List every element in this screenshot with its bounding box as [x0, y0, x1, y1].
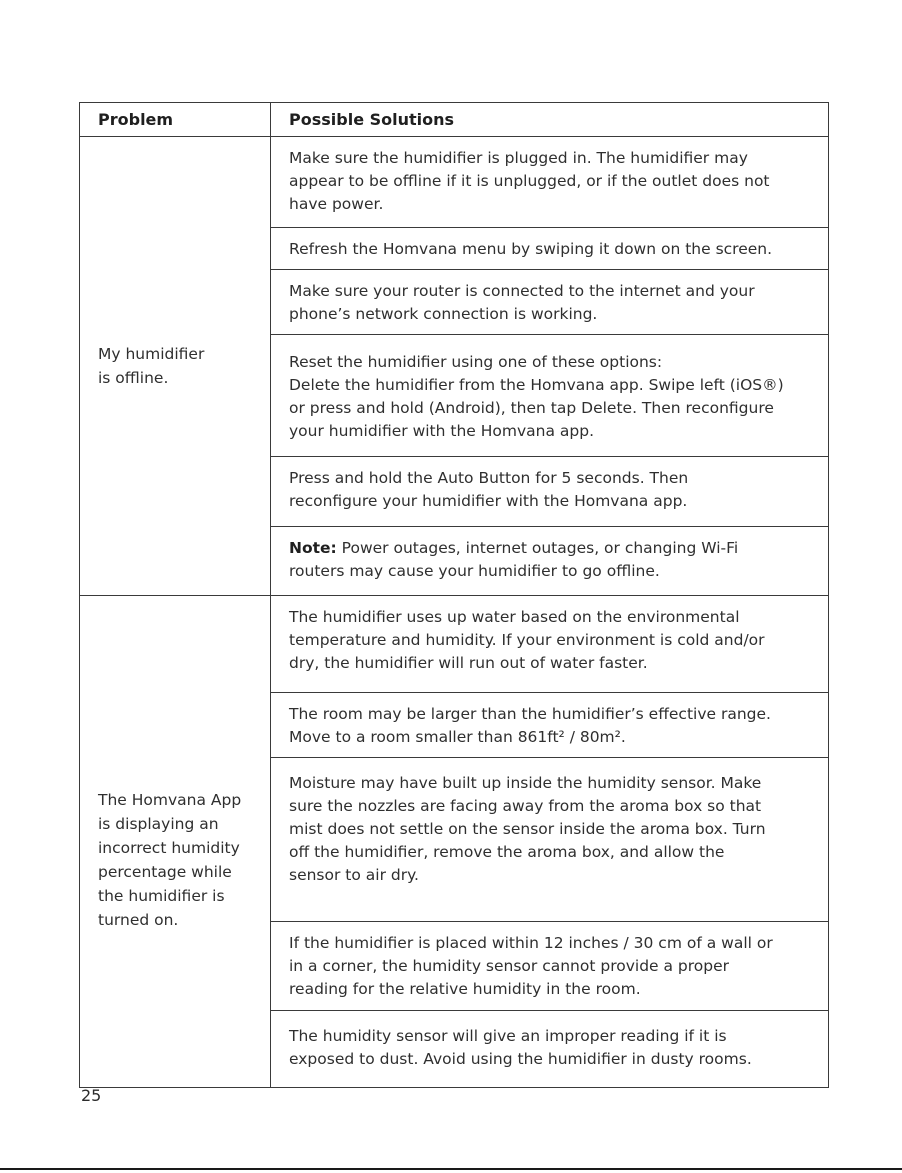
problem-text-line: My humidifier — [98, 345, 205, 363]
solution-text-line: exposed to dust. Avoid using the humidifier in dusty rooms. — [289, 1050, 752, 1068]
solution-text-line: Make sure the humidifier is plugged in. The humidifier may — [289, 149, 748, 167]
problem-text-line: The Homvana App — [98, 791, 242, 809]
solution-text-line: Move to a room smaller than 861ft² / 80m². — [289, 728, 626, 746]
solution-text-line: Delete the humidifier from the Homvana app. Swipe left (iOS®) — [289, 376, 784, 394]
solution-cell — [271, 137, 829, 228]
header-problem: Problem — [80, 103, 271, 137]
solution-text-line: If the humidifier is placed within 12 inches / 30 cm of a wall or — [289, 934, 773, 952]
solution-text-line: your humidifier with the Homvana app. — [289, 422, 595, 440]
solution-cell — [271, 457, 829, 527]
solution-text-line: temperature and humidity. If your environment is cold and/or — [289, 631, 765, 649]
problem-text-line: is displaying an — [98, 815, 219, 833]
solution-text-line: The room may be larger than the humidifier’s effective range. — [289, 705, 771, 723]
table-row — [80, 137, 829, 228]
solution-text-line: reading for the relative humidity in the room. — [289, 980, 641, 998]
solution-text-line: Refresh the Homvana menu by swiping it down on the screen. — [289, 240, 773, 258]
solution-text-line: or press and hold (Android), then tap Delete. Then reconfigure — [289, 399, 774, 417]
solution-text-line: dry, the humidifier will run out of water faster. — [289, 654, 648, 672]
problem-text-line: incorrect humidity — [98, 839, 240, 857]
solution-cell — [271, 596, 829, 693]
solution-text-line: appear to be offline if it is unplugged, or if the outlet does not — [289, 172, 770, 190]
troubleshooting-table — [79, 102, 829, 1088]
solution-cell — [271, 228, 829, 270]
solution-text-line: routers may cause your humidifier to go offline. — [289, 562, 660, 580]
solution-cell — [271, 922, 829, 1011]
table-header-row — [80, 103, 829, 137]
solution-text-line: off the humidifier, remove the aroma box, and allow the — [289, 843, 725, 861]
solution-text-line: have power. — [289, 195, 384, 213]
solution-text-line: mist does not settle on the sensor inside the aroma box. Turn — [289, 820, 766, 838]
problem-text-line: percentage while — [98, 863, 232, 881]
solution-cell — [271, 527, 829, 596]
solution-cell — [271, 758, 829, 922]
solution-text-line: Make sure your router is connected to the internet and your — [289, 282, 755, 300]
table-row — [80, 596, 829, 693]
solution-cell — [271, 335, 829, 457]
problem-cell-offline — [80, 137, 271, 596]
solution-text-line: Press and hold the Auto Button for 5 seconds. Then — [289, 469, 689, 487]
solution-text-line: in a corner, the humidity sensor cannot provide a proper — [289, 957, 730, 975]
solution-text-line: Moisture may have built up inside the humidity sensor. Make — [289, 774, 762, 792]
problem-text-line: is offline. — [98, 369, 169, 387]
solution-text-line — [289, 537, 820, 560]
note-label: Note: — [289, 539, 337, 557]
problem-text-line: the humidifier is — [98, 887, 225, 905]
note-text: Power outages, internet outages, or changing Wi-Fi — [336, 539, 739, 557]
solution-cell — [271, 1011, 829, 1088]
problem-text-line: turned on. — [98, 911, 179, 929]
solution-text-line: The humidifier uses up water based on the environmental — [289, 608, 740, 626]
solution-text-line: phone’s network connection is working. — [289, 305, 598, 323]
solution-text-line: reconfigure your humidifier with the Homvana app. — [289, 492, 688, 510]
header-possible-solutions: Possible Solutions — [271, 103, 829, 137]
problem-cell-incorrect-humidity — [80, 596, 271, 1088]
solution-cell — [271, 693, 829, 758]
solution-cell — [271, 270, 829, 335]
solution-text-line: The humidity sensor will give an improper reading if it is — [289, 1027, 727, 1045]
bottom-rule — [0, 1168, 902, 1170]
page-number: 25 — [81, 1086, 102, 1105]
solution-text-line: sensor to air dry. — [289, 866, 419, 884]
solution-text-line: Reset the humidifier using one of these options: — [289, 353, 663, 371]
solution-text-line: sure the nozzles are facing away from the aroma box so that — [289, 797, 762, 815]
